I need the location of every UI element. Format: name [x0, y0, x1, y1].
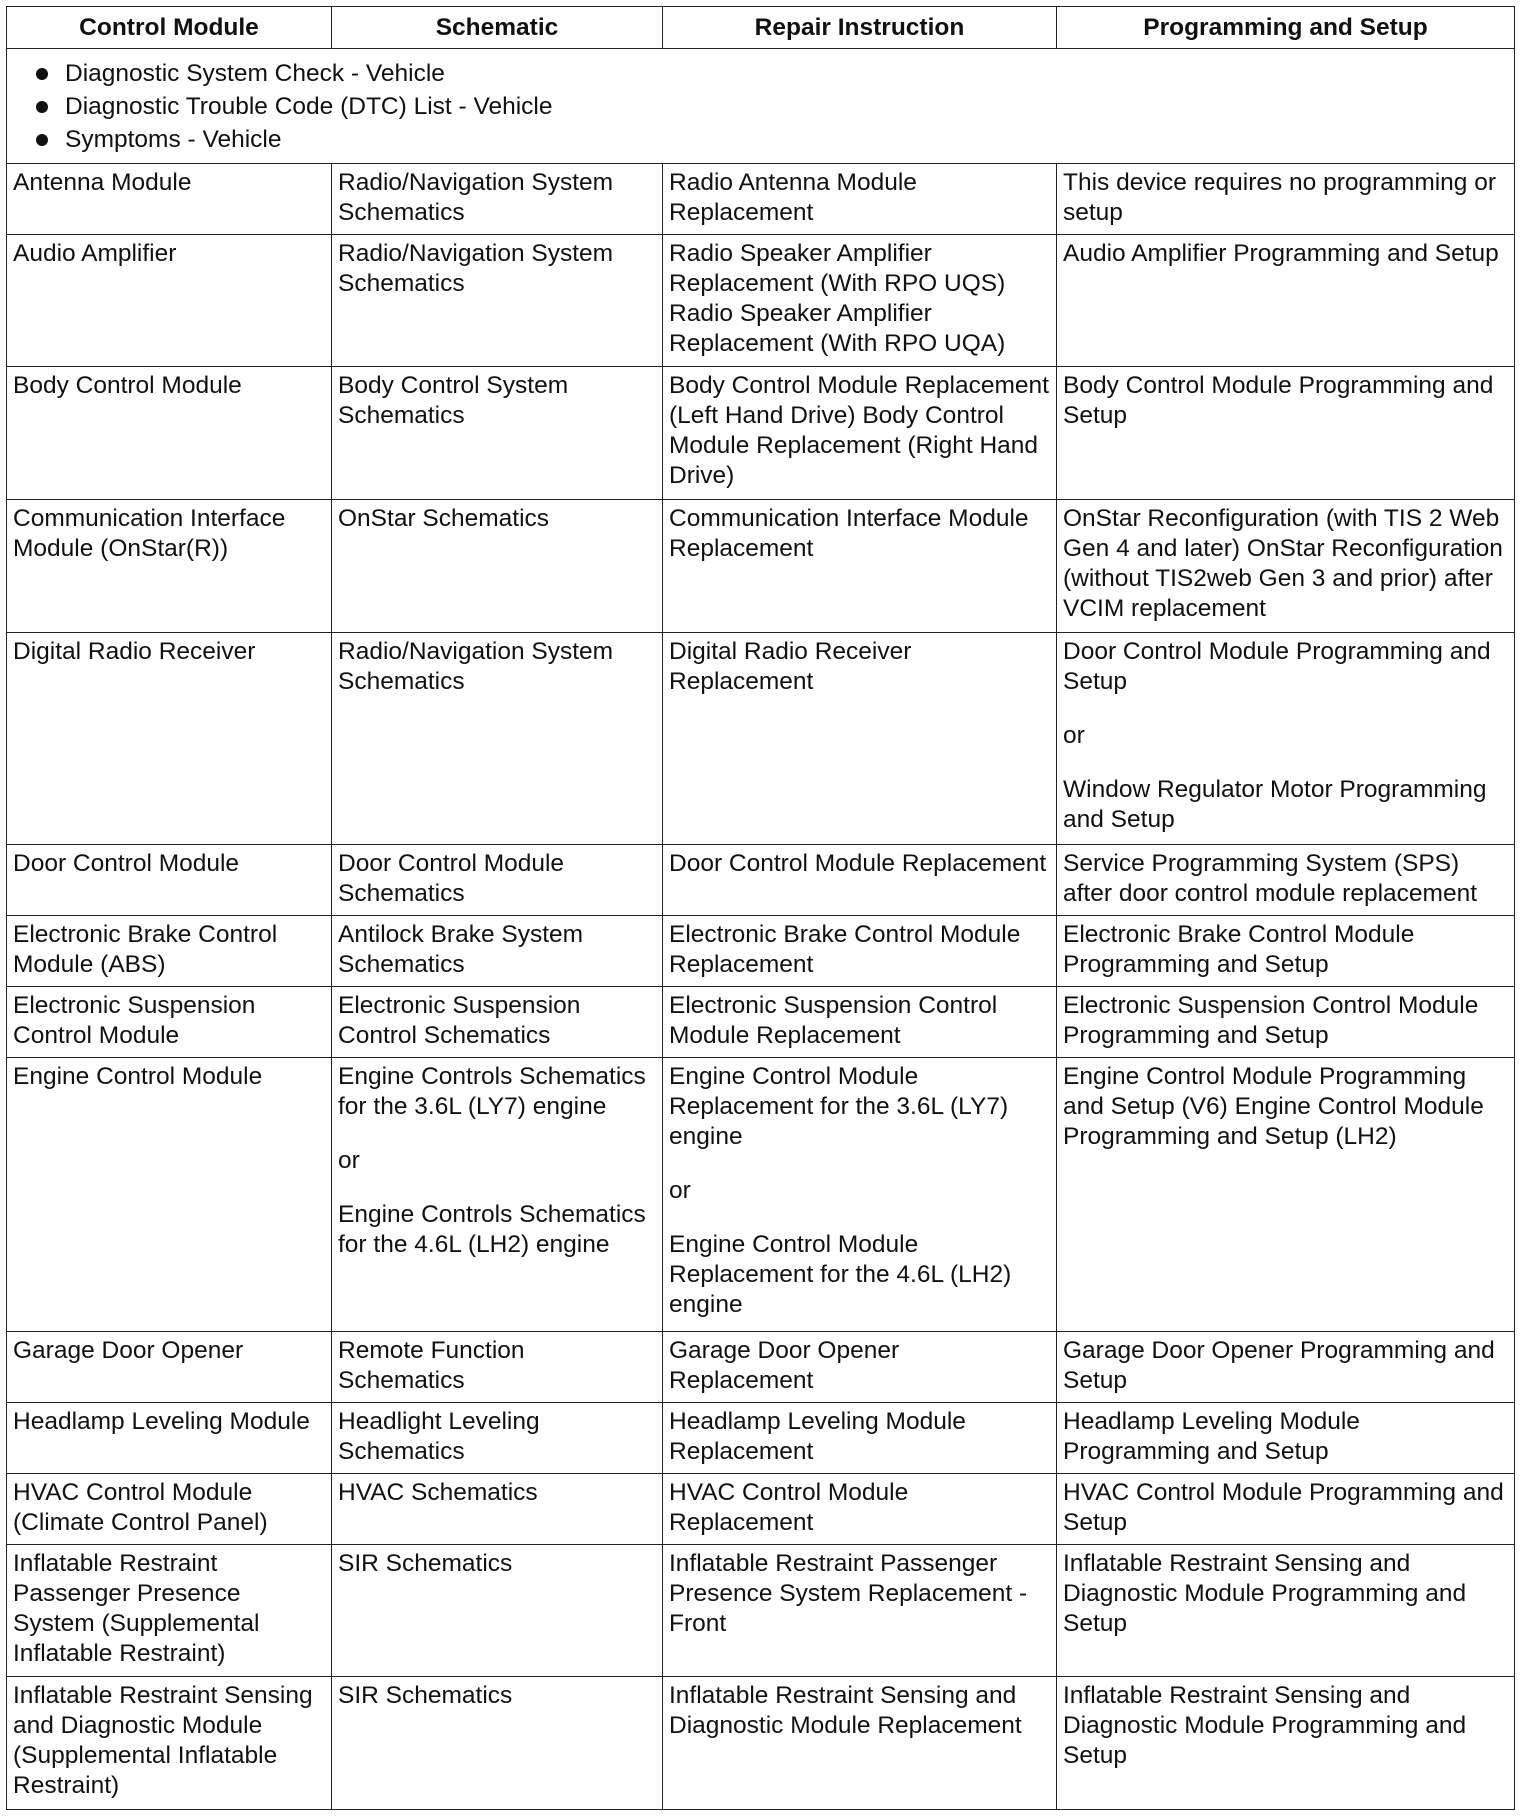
- programming-setup-cell[interactable]: [1057, 1677, 1515, 1810]
- table-row: [7, 367, 1515, 500]
- cell-text: Inflatable Restraint Passenger Presence System (Supplemental Inflatable Restraint): [13, 1549, 260, 1667]
- cell-text: Audio Amplifier Programming and Setup: [1063, 239, 1499, 267]
- cell-text: Door Control Module Replacement: [669, 850, 1047, 878]
- repair-instruction-cell[interactable]: [663, 1473, 1057, 1544]
- cell-text: Communication Interface Module (OnStar(R)): [13, 505, 286, 563]
- table-row: [7, 1403, 1515, 1474]
- programming-setup-cell[interactable]: [1057, 164, 1515, 235]
- cell-text: Radio/Navigation System Schematics: [338, 239, 614, 297]
- cell-text: Engine Control Module Replacement for the 3.6L (LY7) engine: [669, 1062, 1009, 1150]
- control-module-cell: [7, 1677, 332, 1810]
- cell-text: Inflatable Restraint Sensing and Diagnostic Module (Supplemental Inflatable Restraint): [13, 1682, 313, 1800]
- bullet-icon: [36, 134, 48, 146]
- programming-setup-cell[interactable]: [1057, 916, 1515, 987]
- cell-text: Electronic Brake Control Module (ABS): [13, 921, 278, 979]
- control-module-cell: [7, 164, 332, 235]
- header-control-module: Control Module: [7, 7, 332, 49]
- repair-instruction-cell[interactable]: [663, 916, 1057, 987]
- cell-text: Antenna Module: [13, 169, 192, 197]
- schematic-cell[interactable]: [332, 164, 663, 235]
- cell-text: Body Control Module Replacement (Left Hand Drive) Body Control Module Replacement (Right Hand Drive): [669, 372, 1049, 490]
- cell-text: Engine Controls Schematics for the 3.6L (LY7) engine: [338, 1062, 646, 1120]
- cell-text: HVAC Control Module (Climate Control Panel): [13, 1478, 268, 1536]
- schematic-cell[interactable]: [332, 1677, 663, 1810]
- cell-text: Garage Door Opener Programming and Setup: [1063, 1337, 1495, 1395]
- cell-text: Inflatable Restraint Sensing and Diagnostic Module Replacement: [669, 1682, 1022, 1740]
- header-row: [7, 7, 1515, 49]
- cell-text: SIR Schematics: [338, 1682, 513, 1710]
- schematic-cell[interactable]: [332, 845, 663, 916]
- programming-setup-cell[interactable]: [1057, 987, 1515, 1058]
- cell-text: or: [1063, 721, 1085, 749]
- cell-text: Engine Control Module: [13, 1062, 263, 1090]
- schematic-cell[interactable]: [332, 1332, 663, 1403]
- diagnostic-link-label: Symptoms - Vehicle: [65, 126, 282, 153]
- schematic-cell[interactable]: [332, 234, 663, 367]
- diagnostic-links-row: [7, 49, 1515, 164]
- table-row: [7, 1057, 1515, 1331]
- schematic-cell[interactable]: [332, 1057, 663, 1331]
- diagnostic-links-cell: [7, 49, 1515, 164]
- cell-text: Headlamp Leveling Module Programming and Setup: [1063, 1408, 1360, 1466]
- repair-instruction-cell[interactable]: [663, 632, 1057, 845]
- programming-setup-cell[interactable]: [1057, 1057, 1515, 1331]
- cell-text: Inflatable Restraint Sensing and Diagnostic Module Programming and Setup: [1063, 1549, 1467, 1637]
- programming-setup-cell[interactable]: [1057, 1403, 1515, 1474]
- programming-setup-cell[interactable]: [1057, 367, 1515, 500]
- cell-text: HVAC Control Module Replacement: [669, 1478, 909, 1536]
- cell-text: Electronic Suspension Control Module Replacement: [669, 992, 998, 1049]
- table-row: [7, 916, 1515, 987]
- repair-instruction-cell[interactable]: [663, 164, 1057, 235]
- cell-text: Remote Function Schematics: [338, 1337, 525, 1395]
- cell-text: Inflatable Restraint Sensing and Diagnostic Module Programming and Setup: [1063, 1682, 1467, 1770]
- cell-text: Electronic Suspension Control Module: [13, 992, 256, 1049]
- control-module-cell: [7, 987, 332, 1058]
- header-schematic: Schematic: [332, 7, 663, 49]
- control-module-cell: [7, 234, 332, 367]
- cell-text: This device requires no programming or setup: [1063, 169, 1497, 227]
- cell-text: OnStar Reconfiguration (with TIS 2 Web Gen 4 and later) OnStar Reconfiguration (without TIS2web Gen 3 and prior) after VCIM replacement: [1063, 505, 1503, 623]
- cell-text: or: [338, 1146, 360, 1174]
- table-row: [7, 234, 1515, 367]
- repair-instruction-cell[interactable]: [663, 1677, 1057, 1810]
- cell-text: Body Control System Schematics: [338, 372, 569, 430]
- cell-text: Radio Speaker Amplifier Replacement (With RPO UQS) Radio Speaker Amplifier Replacement (With RPO UQA): [669, 239, 1006, 357]
- cell-text: Engine Control Module Programming and Setup (V6) Engine Control Module Programming and Setup (LH2): [1063, 1062, 1484, 1150]
- table-row: [7, 1544, 1515, 1677]
- cell-text: Service Programming System (SPS) after door control module replacement: [1063, 850, 1477, 908]
- programming-setup-cell[interactable]: [1057, 1473, 1515, 1544]
- cell-text: Electronic Brake Control Module Programming and Setup: [1063, 921, 1415, 979]
- header-programming-setup: Programming and Setup: [1057, 7, 1515, 49]
- cell-text: Engine Control Module Replacement for the 4.6L (LH2) engine: [669, 1230, 1012, 1318]
- table-row: [7, 1332, 1515, 1403]
- control-module-cell: [7, 367, 332, 500]
- cell-text: Door Control Module Programming and Setup: [1063, 637, 1491, 695]
- schematic-cell[interactable]: [332, 500, 663, 633]
- control-module-cell: [7, 1544, 332, 1677]
- repair-instruction-cell[interactable]: [663, 500, 1057, 633]
- control-module-cell: [7, 1473, 332, 1544]
- cell-text: Body Control Module: [13, 372, 242, 400]
- cell-text: Electronic Suspension Control Schematics: [338, 992, 581, 1049]
- cell-text: Electronic Suspension Control Module Programming and Setup: [1063, 992, 1479, 1049]
- table-row: [7, 845, 1515, 916]
- cell-text: HVAC Control Module Programming and Setup: [1063, 1478, 1504, 1536]
- programming-setup-cell[interactable]: [1057, 234, 1515, 367]
- diagnostic-link[interactable]: [27, 57, 1508, 90]
- cell-text: Antilock Brake System Schematics: [338, 921, 584, 979]
- diagnostic-link[interactable]: [27, 90, 1508, 123]
- diagnostic-link-label: Diagnostic Trouble Code (DTC) List - Vehicle: [65, 93, 553, 120]
- control-module-cell: [7, 845, 332, 916]
- schematic-cell[interactable]: [332, 1403, 663, 1474]
- cell-text: Window Regulator Motor Programming and Setup: [1063, 775, 1487, 833]
- cell-text: Inflatable Restraint Passenger Presence System Replacement - Front: [669, 1549, 1028, 1637]
- schematic-cell[interactable]: [332, 1544, 663, 1677]
- schematic-cell[interactable]: [332, 367, 663, 500]
- diagnostic-link[interactable]: [27, 123, 1508, 156]
- programming-setup-cell[interactable]: [1057, 1332, 1515, 1403]
- cell-text: Headlamp Leveling Module Replacement: [669, 1408, 966, 1466]
- repair-instruction-cell[interactable]: [663, 845, 1057, 916]
- cell-text: OnStar Schematics: [338, 505, 550, 533]
- control-module-cell: [7, 632, 332, 845]
- cell-text: Electronic Brake Control Module Replacement: [669, 921, 1021, 979]
- cell-text: Radio/Navigation System Schematics: [338, 637, 614, 695]
- diagnostic-links-list: [13, 53, 1508, 156]
- cell-text: Headlamp Leveling Module: [13, 1408, 310, 1436]
- cell-text: Garage Door Opener Replacement: [669, 1337, 900, 1395]
- repair-instruction-cell[interactable]: [663, 987, 1057, 1058]
- schematic-cell[interactable]: [332, 632, 663, 845]
- schematic-cell[interactable]: [332, 916, 663, 987]
- table-row: [7, 164, 1515, 235]
- bullet-icon: [36, 68, 48, 80]
- bullet-icon: [36, 101, 48, 113]
- schematic-cell[interactable]: [332, 1473, 663, 1544]
- repair-instruction-cell[interactable]: [663, 1332, 1057, 1403]
- cell-text: Audio Amplifier: [13, 239, 177, 267]
- cell-text: HVAC Schematics: [338, 1478, 538, 1506]
- repair-instruction-cell[interactable]: [663, 234, 1057, 367]
- cell-text: Engine Controls Schematics for the 4.6L (LH2) engine: [338, 1200, 646, 1258]
- cell-text: Door Control Module: [13, 850, 240, 878]
- cell-text: Radio/Navigation System Schematics: [338, 169, 614, 227]
- control-module-cell: [7, 1403, 332, 1474]
- header-repair-instruction: Repair Instruction: [663, 7, 1057, 49]
- repair-instruction-cell[interactable]: [663, 1403, 1057, 1474]
- schematic-cell[interactable]: [332, 987, 663, 1058]
- programming-setup-cell[interactable]: [1057, 845, 1515, 916]
- table-row: [7, 987, 1515, 1058]
- diagnostic-link-label: Diagnostic System Check - Vehicle: [65, 60, 445, 87]
- programming-setup-cell[interactable]: [1057, 1544, 1515, 1677]
- cell-text: Headlight Leveling Schematics: [338, 1408, 540, 1466]
- cell-text: or: [669, 1176, 691, 1204]
- cell-text: Digital Radio Receiver Replacement: [669, 637, 912, 695]
- cell-text: SIR Schematics: [338, 1549, 513, 1577]
- cell-text: Digital Radio Receiver: [13, 637, 256, 665]
- cell-text: Garage Door Opener: [13, 1337, 244, 1365]
- control-module-cell: [7, 1057, 332, 1331]
- programming-setup-cell[interactable]: [1057, 500, 1515, 633]
- repair-instruction-cell[interactable]: [663, 1057, 1057, 1331]
- repair-instruction-cell[interactable]: [663, 1544, 1057, 1677]
- control-module-cell: [7, 916, 332, 987]
- cell-text: Radio Antenna Module Replacement: [669, 169, 917, 227]
- repair-instruction-cell[interactable]: [663, 367, 1057, 500]
- table-row: [7, 632, 1515, 845]
- control-module-cell: [7, 500, 332, 633]
- cell-text: Communication Interface Module Replacement: [669, 505, 1029, 563]
- control-module-cell: [7, 1332, 332, 1403]
- cell-text: Door Control Module Schematics: [338, 850, 565, 908]
- programming-setup-cell[interactable]: [1057, 632, 1515, 845]
- cell-text: Body Control Module Programming and Setup: [1063, 372, 1494, 430]
- control-module-table: [6, 6, 1515, 1810]
- table-row: [7, 500, 1515, 633]
- table-row: [7, 1473, 1515, 1544]
- table-row: [7, 1677, 1515, 1810]
